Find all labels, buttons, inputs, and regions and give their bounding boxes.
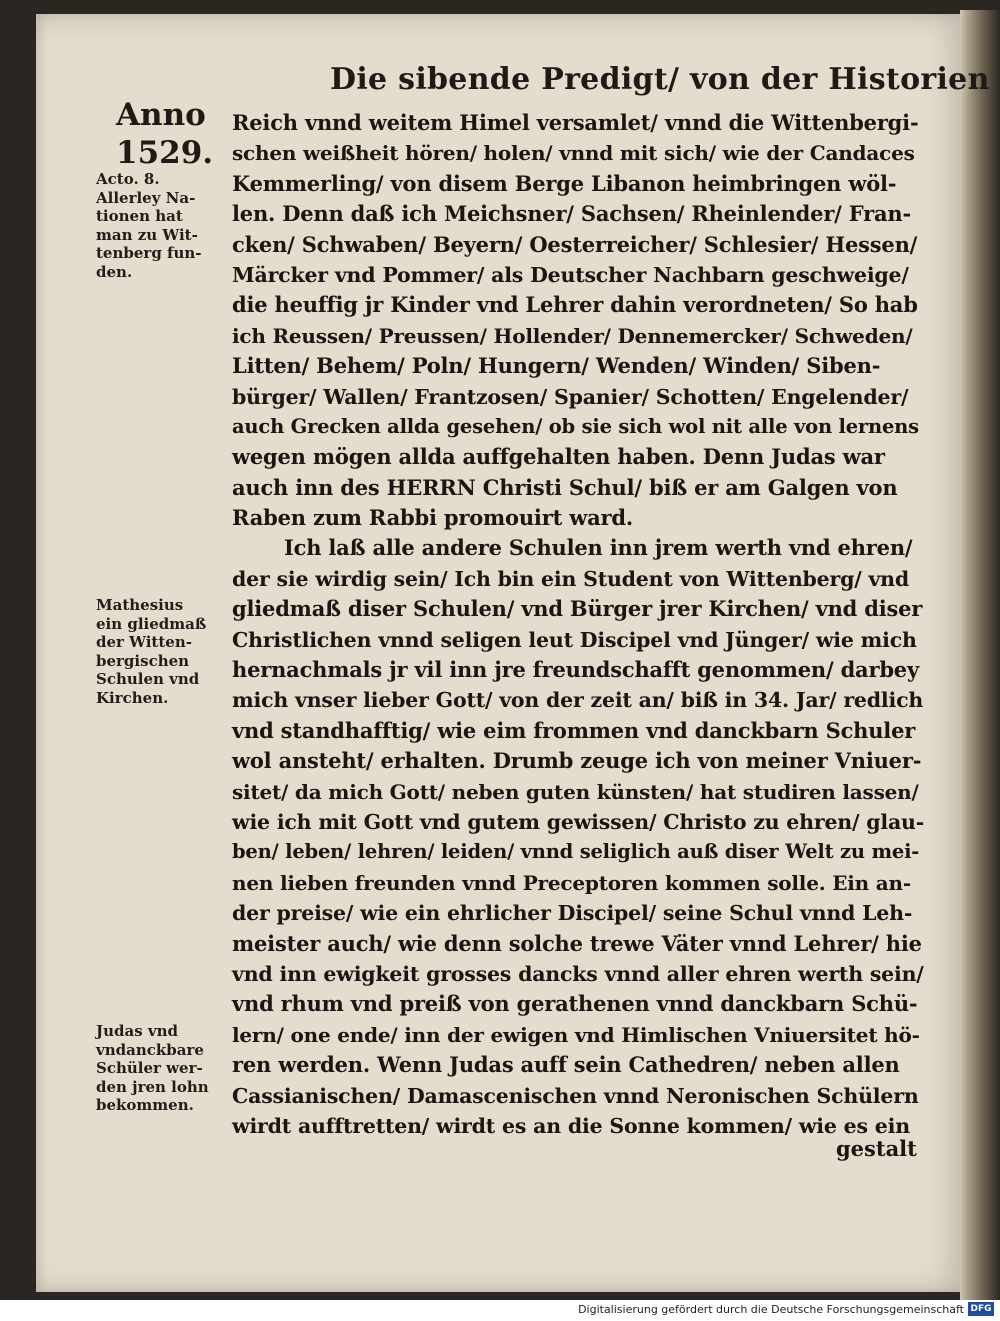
text-line: sitet/ da mich Gott/ neben guten künsten/ hat studiren lassen/ [232, 779, 919, 804]
text-line: wol ansteht/ erhalten. Drumb zeuge ich von meiner Vniuer- [232, 748, 922, 774]
text-line: nen lieben freunden vnnd Preceptoren kommen solle. Ein an- [232, 870, 911, 895]
running-head: Die sibende Predigt/ von der Historien [330, 62, 990, 97]
page-edge [960, 10, 1000, 1300]
margin-year [116, 96, 213, 172]
catchword: gestalt [836, 1136, 917, 1161]
body-text [232, 108, 924, 1141]
text-line: Raben zum Rabbi promouirt ward. [232, 505, 633, 531]
marginal-line: Kirchen. [96, 688, 169, 707]
dfg-logo-icon: DFG [968, 1302, 994, 1316]
text-line: vnd inn ewigkeit grosses dancks vnnd aller ehren werth sein/ [232, 961, 924, 986]
marginal-line: tionen hat [96, 207, 183, 225]
text-line: auch inn des HERRN Christi Schul/ biß er am Galgen von [232, 474, 898, 500]
text-line: lern/ one ende/ inn der ewigen vnd Himlischen Vniuersitet hö- [232, 1022, 920, 1047]
text-line: Litten/ Behem/ Poln/ Hungern/ Wenden/ Winden/ Siben- [232, 353, 881, 379]
marginal-line: Acto. 8. [96, 170, 160, 188]
text-line: schen weißheit hören/ holen/ vnnd mit sich/ wie der Candaces [232, 141, 915, 166]
text-line: die heuffig jr Kinder vnd Lehrer dahin verordneten/ So hab [232, 292, 918, 318]
marginal-note-nations [96, 170, 231, 281]
marginal-line: tenberg fun- [96, 244, 202, 262]
text-line: ren werden. Wenn Judas auff sein Cathedren/ neben allen [232, 1052, 900, 1078]
marginal-line: bergischen [96, 651, 190, 670]
margin-year-value: 1529. [116, 135, 214, 171]
marginal-line: bekommen. [96, 1096, 194, 1114]
text-line: wie ich mit Gott vnd gutem gewissen/ Christo zu ehren/ glau- [232, 809, 925, 834]
text-line: meister auch/ wie denn solche trewe Väter vnnd Lehrer/ hie [232, 930, 922, 956]
text-line: Cassianischen/ Damascenischen vnnd Neronischen Schülern [232, 1083, 919, 1108]
text-line: hernachmals jr vil inn jre freundschafft genommen/ darbey [232, 657, 919, 683]
text-line: wirdt aufftretten/ wirdt es an die Sonne kommen/ wie es ein [232, 1113, 910, 1138]
text-line: ich Reussen/ Preussen/ Hollender/ Dennemercker/ Schweden/ [232, 323, 913, 348]
text-line: Christlichen vnnd seligen leut Discipel vnd Jünger/ wie mich [232, 627, 917, 652]
marginal-line: Judas vnd [96, 1022, 178, 1040]
marginal-line: Schulen vnd [96, 670, 200, 688]
text-line: Kemmerling/ von disem Berge Libanon heimbringen wöl- [232, 170, 897, 196]
marginal-line: Schüler wer- [96, 1059, 203, 1077]
margin-year-label: Anno [116, 97, 206, 133]
marginal-line: den. [96, 262, 133, 281]
text-line: vnd rhum vnd preiß von gerathenen vnnd danckbarn Schü- [232, 991, 918, 1017]
marginal-note-mathesius [96, 596, 231, 707]
text-line: auch Grecken allda gesehen/ ob sie sich wol nit alle von lernens [232, 414, 919, 438]
text-line: der preise/ wie ein ehrlicher Discipel/ seine Schul vnnd Leh- [232, 901, 913, 926]
text-line: len. Denn daß ich Meichsner/ Sachsen/ Rheinlender/ Fran- [232, 201, 911, 227]
marginal-line: vndanckbare [96, 1040, 204, 1059]
marginal-line: den jren lohn [96, 1077, 209, 1096]
text-line: Reich vnnd weitem Himel versamlet/ vnnd die Wittenbergi- [232, 110, 919, 135]
text-line: gliedmaß diser Schulen/ vnd Bürger jrer Kirchen/ vnd diser [232, 596, 923, 622]
text-line: mich vnser lieber Gott/ von der zeit an/ biß in 34. Jar/ redlich [232, 688, 924, 713]
marginal-line: Allerley Na- [96, 188, 196, 207]
paragraph-start-line: Ich laß alle andere Schulen inn jrem werth vnd ehren/ [284, 535, 913, 561]
text-line: der sie wirdig sein/ Ich bin ein Student von Wittenberg/ vnd [232, 566, 910, 591]
marginal-line: man zu Wit- [96, 225, 198, 244]
text-line: Märcker vnd Pommer/ als Deutscher Nachbarn geschweige/ [232, 262, 909, 287]
marginal-line: der Witten- [96, 633, 192, 651]
text-line: vnd standhafftig/ wie eim frommen vnd danckbarn Schuler [232, 717, 916, 743]
text-line: bürger/ Wallen/ Frantzosen/ Spanier/ Schotten/ Engelender/ [232, 384, 909, 409]
marginal-line: ein gliedmaß [96, 614, 207, 633]
marginal-line: Mathesius [96, 596, 184, 614]
funding-credit: Digitalisierung gefördert durch die Deutsche Forschungsgemeinschaft [578, 1303, 964, 1316]
text-line: cken/ Schwaben/ Beyern/ Oesterreicher/ Schlesier/ Hessen/ [232, 231, 918, 257]
text-line: ben/ leben/ lehren/ leiden/ vnnd seliglich auß diser Welt zu mei- [232, 840, 920, 864]
marginal-note-judas [96, 1022, 231, 1115]
text-line: wegen mögen allda auffgehalten haben. Denn Judas war [232, 444, 885, 470]
